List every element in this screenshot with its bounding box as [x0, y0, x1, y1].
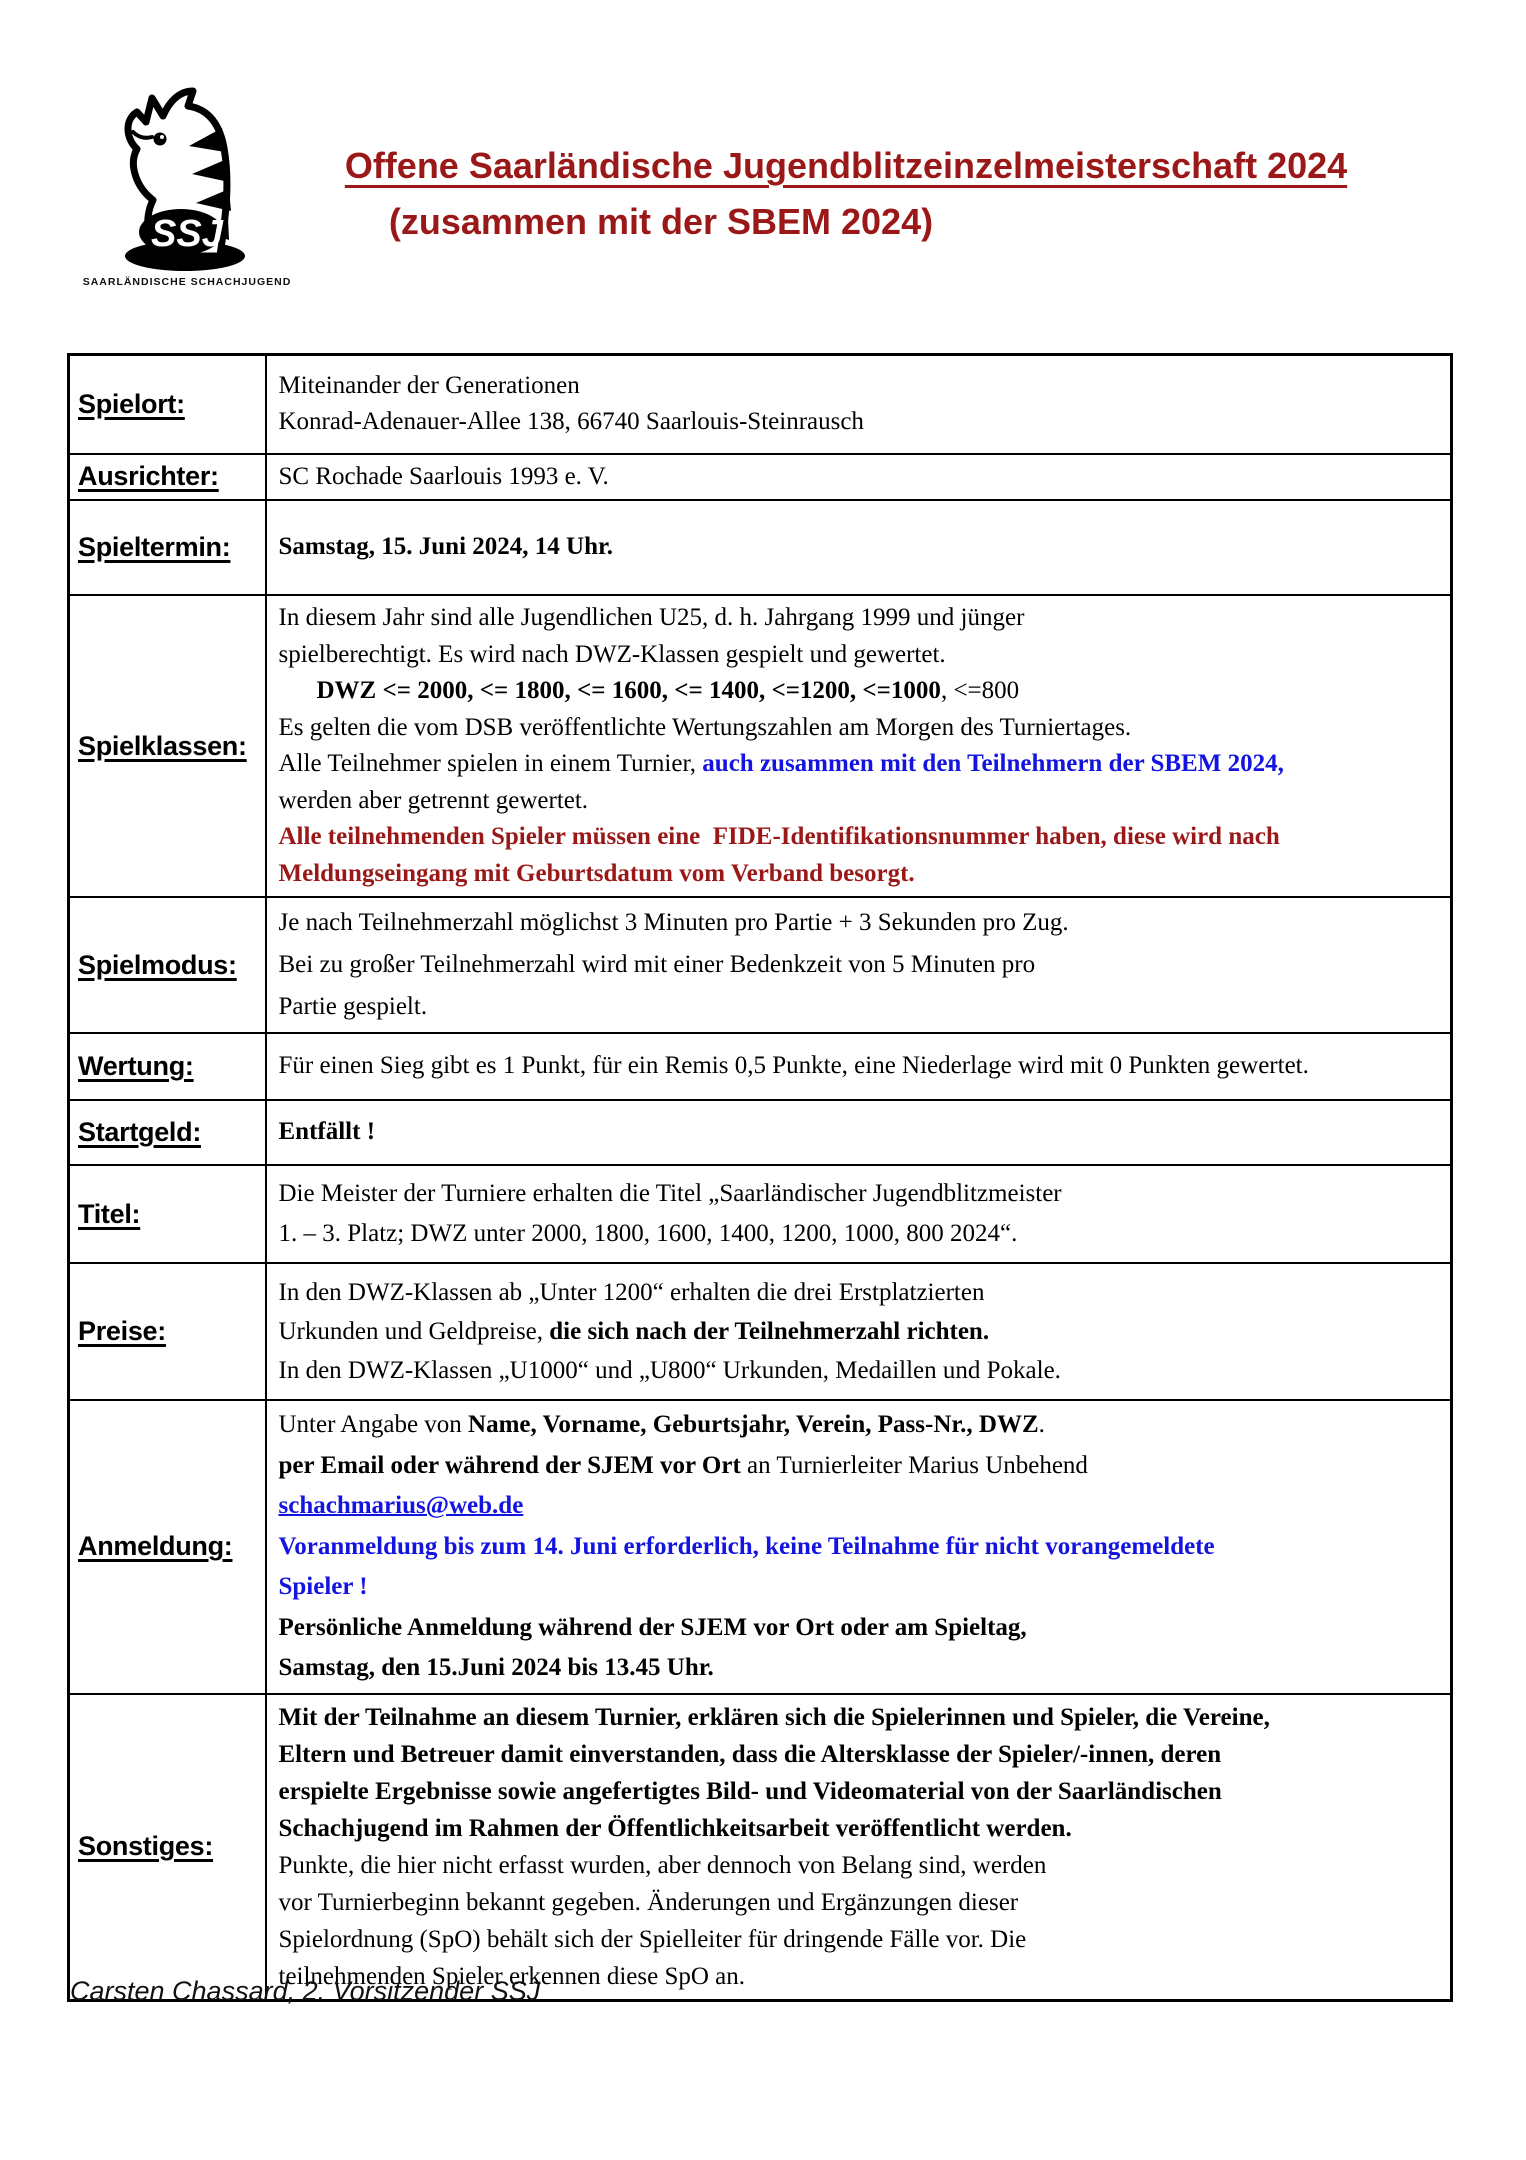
text-line	[279, 1527, 1443, 1568]
text-segment: Spieler !	[278, 1573, 368, 1600]
text-line	[279, 1405, 1443, 1446]
text-segment: Schachjugend im Rahmen der Öffentlichkeitsarbeit veröffentlicht werden.	[278, 1814, 1072, 1842]
row-label: Wertung:	[69, 1033, 266, 1100]
row-label: Titel:	[69, 1165, 266, 1263]
text-segment: Entfällt !	[278, 1118, 376, 1146]
text-segment: Die Meister der Turniere erhalten die Titel „Saarländischer Jugendblitzmeister	[278, 1180, 1062, 1207]
row-content	[266, 897, 1452, 1033]
text-line	[279, 1312, 1443, 1351]
text-line	[279, 1214, 1443, 1254]
text-line	[279, 637, 1443, 674]
email-link[interactable]: schachmarius@web.de	[278, 1492, 524, 1519]
text-segment: , <=800	[940, 677, 1020, 704]
row-label: Preise:	[69, 1263, 266, 1400]
text-line	[279, 404, 1443, 441]
logo-caption: SAARLÄNDISCHE SCHACHJUGEND	[82, 276, 292, 288]
row-content	[266, 1033, 1452, 1100]
row-content	[266, 1400, 1452, 1694]
text-segment: Name, Vorname, Geburtsjahr, Verein, Pass-Nr., DWZ	[468, 1411, 1039, 1438]
text-segment: Konrad-Adenauer-Allee 138, 66740 Saarlouis-Steinrausch	[278, 408, 864, 436]
text-segment: DWZ <= 2000, <= 1800, <= 1600, <= 1400, <=1200, <=1000	[316, 677, 941, 704]
text-segment: .	[1038, 1411, 1045, 1438]
text-line	[279, 1486, 1443, 1527]
text-line	[279, 1810, 1443, 1847]
row-content	[266, 355, 1452, 454]
text-segment: teilnehmenden Spieler erkennen diese SpO an.	[278, 1962, 746, 1990]
text-segment: Eltern und Betreuer damit einverstanden, dass die Altersklasse der Spieler/-innen, deren	[278, 1740, 1222, 1768]
text-segment: an Turnierleiter Marius Unbehend	[747, 1451, 1088, 1479]
row-content	[266, 1694, 1452, 2001]
text-line	[279, 1699, 1443, 1736]
text-line	[279, 368, 1443, 405]
table-row	[69, 1033, 1452, 1100]
table-row	[69, 1400, 1452, 1694]
row-content	[266, 1263, 1452, 1400]
text-line	[279, 1446, 1443, 1487]
row-label: Spieltermin:	[69, 500, 266, 595]
table-row	[69, 1263, 1452, 1400]
row-content	[266, 500, 1452, 595]
text-segment: Es gelten die vom DSB veröffentlichte Wertungszahlen am Morgen des Turniertages.	[278, 713, 1132, 741]
text-segment: SC Rochade Saarlouis 1993 e. V.	[278, 462, 609, 490]
text-segment: Persönliche Anmeldung während der SJEM vor Ort oder am Spieltag,	[278, 1613, 1027, 1641]
page-title: Offene Saarländische Jugendblitzeinzelmeisterschaft 2024	[344, 145, 1348, 186]
text-segment: Samstag, den 15.Juni 2024 bis 13.45 Uhr.	[278, 1654, 714, 1681]
row-label: Spielklassen:	[69, 595, 266, 897]
text-line	[279, 819, 1443, 856]
text-segment: vor Turnierbeginn bekannt gegeben. Änderungen und Ergänzungen dieser	[278, 1888, 1019, 1916]
text-line	[279, 944, 1443, 986]
text-segment: spielberechtigt. Es wird nach DWZ-Klassen gespielt und gewertet.	[278, 640, 946, 668]
text-segment: 1. – 3. Platz; DWZ unter 2000, 1800, 1600, 1400, 1200, 1000, 800 2024“.	[278, 1220, 1018, 1247]
row-label: Startgeld:	[69, 1100, 266, 1165]
row-label: Ausrichter:	[69, 454, 266, 501]
text-line	[279, 1847, 1443, 1884]
text-segment: erspielte Ergebnisse sowie angefertigtes Bild- und Videomaterial von der Saarländischen	[278, 1777, 1222, 1805]
text-line	[279, 1773, 1443, 1810]
text-segment: In den DWZ-Klassen ab „Unter 1200“ erhalten die drei Erstplatzierten	[278, 1279, 985, 1306]
text-line	[279, 1174, 1443, 1214]
table-row	[69, 595, 1452, 897]
text-segment: Miteinander der Generationen	[278, 371, 580, 399]
text-segment: Punkte, die hier nicht erfasst wurden, aber dennoch von Belang sind, werden	[278, 1851, 1047, 1879]
row-content	[266, 595, 1452, 897]
row-label: Anmeldung:	[69, 1400, 266, 1694]
text-segment: Urkunden und Geldpreise,	[278, 1318, 550, 1345]
row-label: Sonstiges:	[69, 1694, 266, 2001]
text-segment: werden aber getrennt gewertet.	[278, 786, 589, 814]
text-line	[279, 459, 1443, 496]
text-segment: Mit der Teilnahme an diesem Turnier, erklären sich die Spielerinnen und Spieler, die Vereine,	[278, 1703, 1270, 1731]
table-row	[69, 897, 1452, 1033]
text-line	[279, 1351, 1443, 1390]
text-segment: Für einen Sieg gibt es 1 Punkt, für ein Remis 0,5 Punkte, eine Niederlage wird mit 0 Punkten gewertet.	[278, 1052, 1309, 1080]
text-line	[279, 529, 1443, 566]
text-line	[279, 1921, 1443, 1958]
text-line	[279, 600, 1443, 637]
text-segment: Alle teilnehmenden Spieler müssen eine FIDE-Identifikationsnummer haben, diese wird nach	[278, 823, 1280, 850]
table-row	[69, 1165, 1452, 1263]
row-content	[266, 454, 1452, 501]
text-line	[279, 710, 1443, 747]
text-line	[279, 856, 1443, 893]
text-line	[279, 1884, 1443, 1921]
document-header	[238, 142, 1454, 246]
logo-ssj-text: SSJ	[151, 213, 223, 255]
text-segment: Je nach Teilnehmerzahl möglichst 3 Minuten pro Partie + 3 Sekunden pro Zug.	[278, 909, 1069, 936]
page-subtitle: (zusammen mit der SBEM 2024)	[388, 201, 934, 242]
table-row	[69, 1100, 1452, 1165]
text-segment: per Email oder während der SJEM vor Ort	[278, 1451, 748, 1479]
text-line	[279, 673, 1443, 710]
text-segment: Samstag, 15. Juni 2024, 14 Uhr.	[278, 533, 614, 561]
text-line	[279, 783, 1443, 820]
text-line	[279, 986, 1443, 1028]
text-line	[279, 902, 1443, 944]
row-label: Spielort:	[69, 355, 266, 454]
row-content	[266, 1165, 1452, 1263]
text-line	[279, 1608, 1443, 1649]
text-segment: Alle Teilnehmer spielen in einem Turnier,	[278, 750, 703, 777]
table-row	[69, 500, 1452, 595]
text-segment: Partie gespielt.	[278, 993, 428, 1020]
text-segment: Voranmeldung bis zum 14. Juni erforderlich, keine Teilnahme für nicht vorangemeldete	[278, 1532, 1215, 1560]
text-segment: Spielordnung (SpO) behält sich der Spielleiter für dringende Fälle vor. Die	[278, 1925, 1027, 1953]
row-content	[266, 1100, 1452, 1165]
text-line	[279, 746, 1443, 783]
text-line	[279, 1567, 1443, 1608]
text-line	[279, 1114, 1443, 1151]
text-line	[279, 1648, 1443, 1689]
text-line	[279, 1273, 1443, 1312]
text-segment: auch zusammen mit den Teilnehmern der SBEM 2024,	[702, 750, 1284, 777]
text-segment: Unter Angabe von	[278, 1411, 469, 1438]
table-row	[69, 454, 1452, 501]
text-line	[279, 1736, 1443, 1773]
row-label: Spielmodus:	[69, 897, 266, 1033]
text-segment: Bei zu großer Teilnehmerzahl wird mit einer Bedenkzeit von 5 Minuten pro	[278, 951, 1036, 978]
table-row	[69, 355, 1452, 454]
text-segment: In diesem Jahr sind alle Jugendlichen U25, d. h. Jahrgang 1999 und jünger	[278, 604, 1025, 631]
signature: Carsten Chassard, 2. Vorsitzender SSJ	[70, 1976, 541, 2006]
tournament-info-table	[67, 353, 1453, 2002]
text-segment: die sich nach der Teilnehmerzahl richten.	[549, 1318, 990, 1345]
text-segment: In den DWZ-Klassen „U1000“ und „U800“ Urkunden, Medaillen und Pokale.	[278, 1357, 1061, 1384]
text-segment: Meldungseingang mit Geburtsdatum vom Verband besorgt.	[278, 859, 915, 887]
text-line	[279, 1048, 1443, 1085]
table-row	[69, 1694, 1452, 2001]
